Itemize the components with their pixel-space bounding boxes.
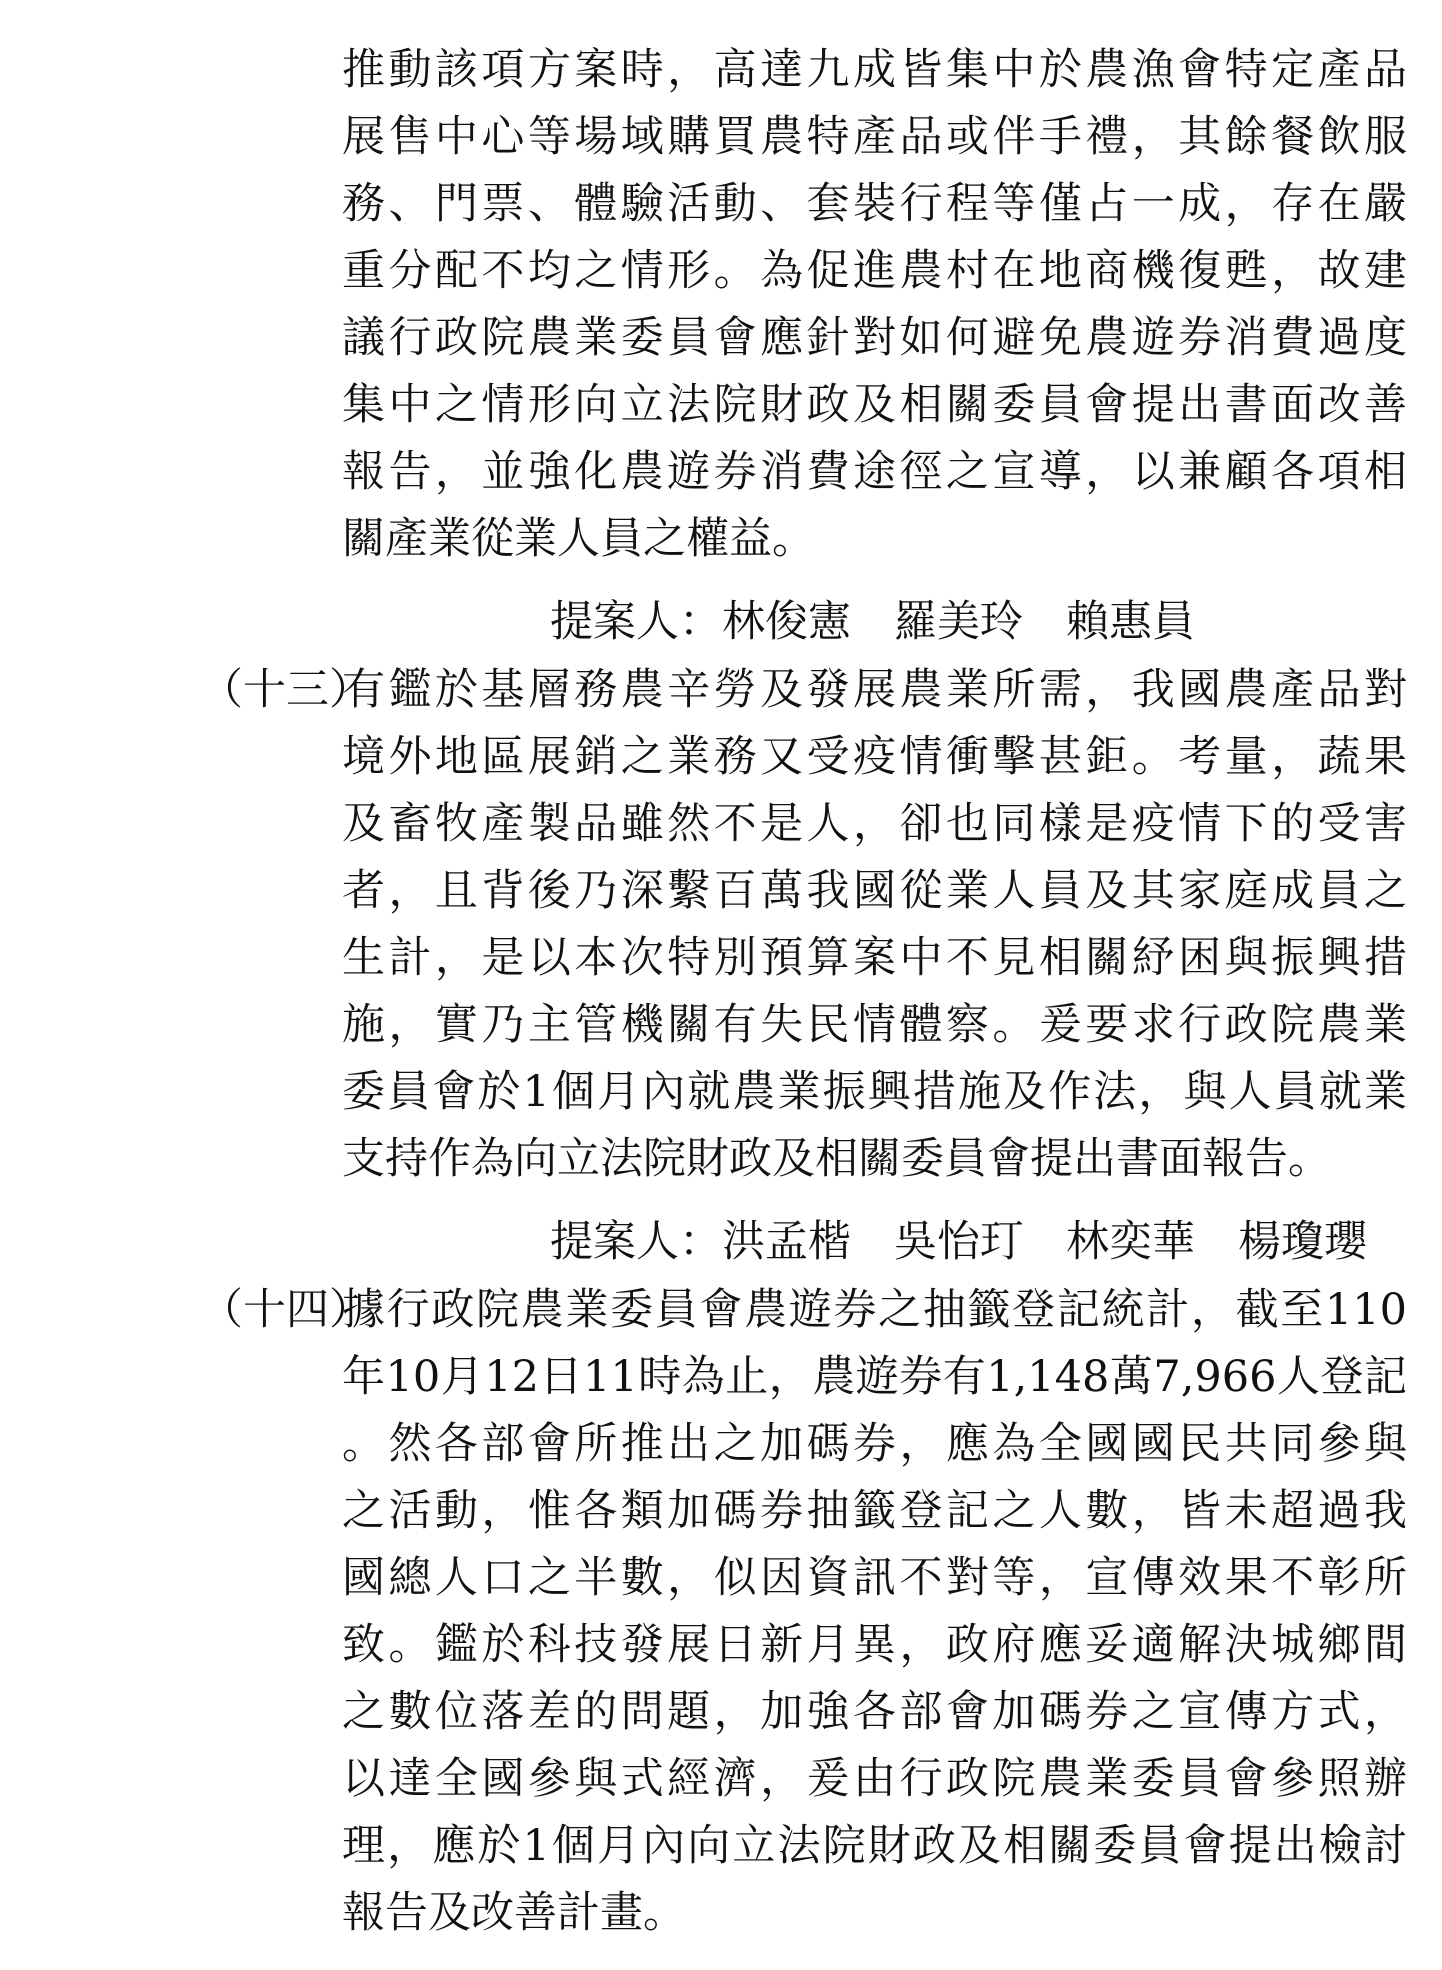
paragraph-line: 以達全國參與式經濟，爰由行政院農業委員會參照辦: [342, 1754, 1407, 1804]
paragraph-line: 生計，是以本次特別預算案中不見相關紓困與振興措: [342, 933, 1407, 983]
item-number-label: （十三）: [200, 665, 372, 715]
paragraph-line: 推動該項方案時，高達九成皆集中於農漁會特定產品: [342, 45, 1407, 95]
proposer-line: 提案人：洪孟楷 吳怡玎 林奕華 楊瓊瓔: [550, 1217, 1367, 1267]
paragraph-line: 年10月12日11時為止，農遊券有1,148萬7,966人登記: [342, 1352, 1407, 1402]
paragraph-line: 國總人口之半數，似因資訊不對等，宣傳效果不彰所: [342, 1553, 1407, 1603]
paragraph-line: 展售中心等場域購買農特產品或伴手禮，其餘餐飲服: [342, 112, 1407, 162]
paragraph-line: 有鑑於基層務農辛勞及發展農業所需，我國農產品對: [342, 665, 1407, 715]
paragraph-line: 之活動，惟各類加碼券抽籤登記之人數，皆未超過我: [342, 1486, 1407, 1536]
paragraph-line: 報告及改善計畫。: [342, 1888, 686, 1938]
paragraph-line: 集中之情形向立法院財政及相關委員會提出書面改善: [342, 380, 1407, 430]
paragraph-line: 報告，並強化農遊券消費途徑之宣導，以兼顧各項相: [342, 447, 1407, 497]
paragraph-line: 議行政院農業委員會應針對如何避免農遊券消費過度: [342, 313, 1407, 363]
proposer-line: 提案人：林俊憲 羅美玲 賴惠員: [550, 597, 1195, 647]
paragraph-line: 據行政院農業委員會農遊券之抽籤登記統計，截至110: [342, 1285, 1407, 1335]
paragraph-line: 施，實乃主管機關有失民情體察。爰要求行政院農業: [342, 1000, 1407, 1050]
paragraph-line: 之數位落差的問題，加強各部會加碼券之宣傳方式，: [342, 1687, 1407, 1737]
paragraph-line: 。然各部會所推出之加碼券，應為全國國民共同參與: [342, 1419, 1407, 1469]
item-number-label: （十四）: [200, 1285, 372, 1335]
paragraph-line: 致。鑑於科技發展日新月異，政府應妥適解決城鄉間: [342, 1620, 1407, 1670]
paragraph-line: 委員會於1個月內就農業振興措施及作法，與人員就業: [342, 1067, 1407, 1117]
paragraph-line: 支持作為向立法院財政及相關委員會提出書面報告。: [342, 1134, 1331, 1184]
paragraph-line: 境外地區展銷之業務又受疫情衝擊甚鉅。考量，蔬果: [342, 732, 1407, 782]
paragraph-line: 及畜牧產製品雖然不是人，卻也同樣是疫情下的受害: [342, 799, 1407, 849]
paragraph-line: 關產業從業人員之權益。: [342, 514, 815, 564]
paragraph-line: 務、門票、體驗活動、套裝行程等僅占一成，存在嚴: [342, 179, 1407, 229]
paragraph-line: 者，且背後乃深繫百萬我國從業人員及其家庭成員之: [342, 866, 1407, 916]
paragraph-line: 理，應於1個月內向立法院財政及相關委員會提出檢討: [342, 1821, 1407, 1871]
paragraph-line: 重分配不均之情形。為促進農村在地商機復甦，故建: [342, 246, 1407, 296]
